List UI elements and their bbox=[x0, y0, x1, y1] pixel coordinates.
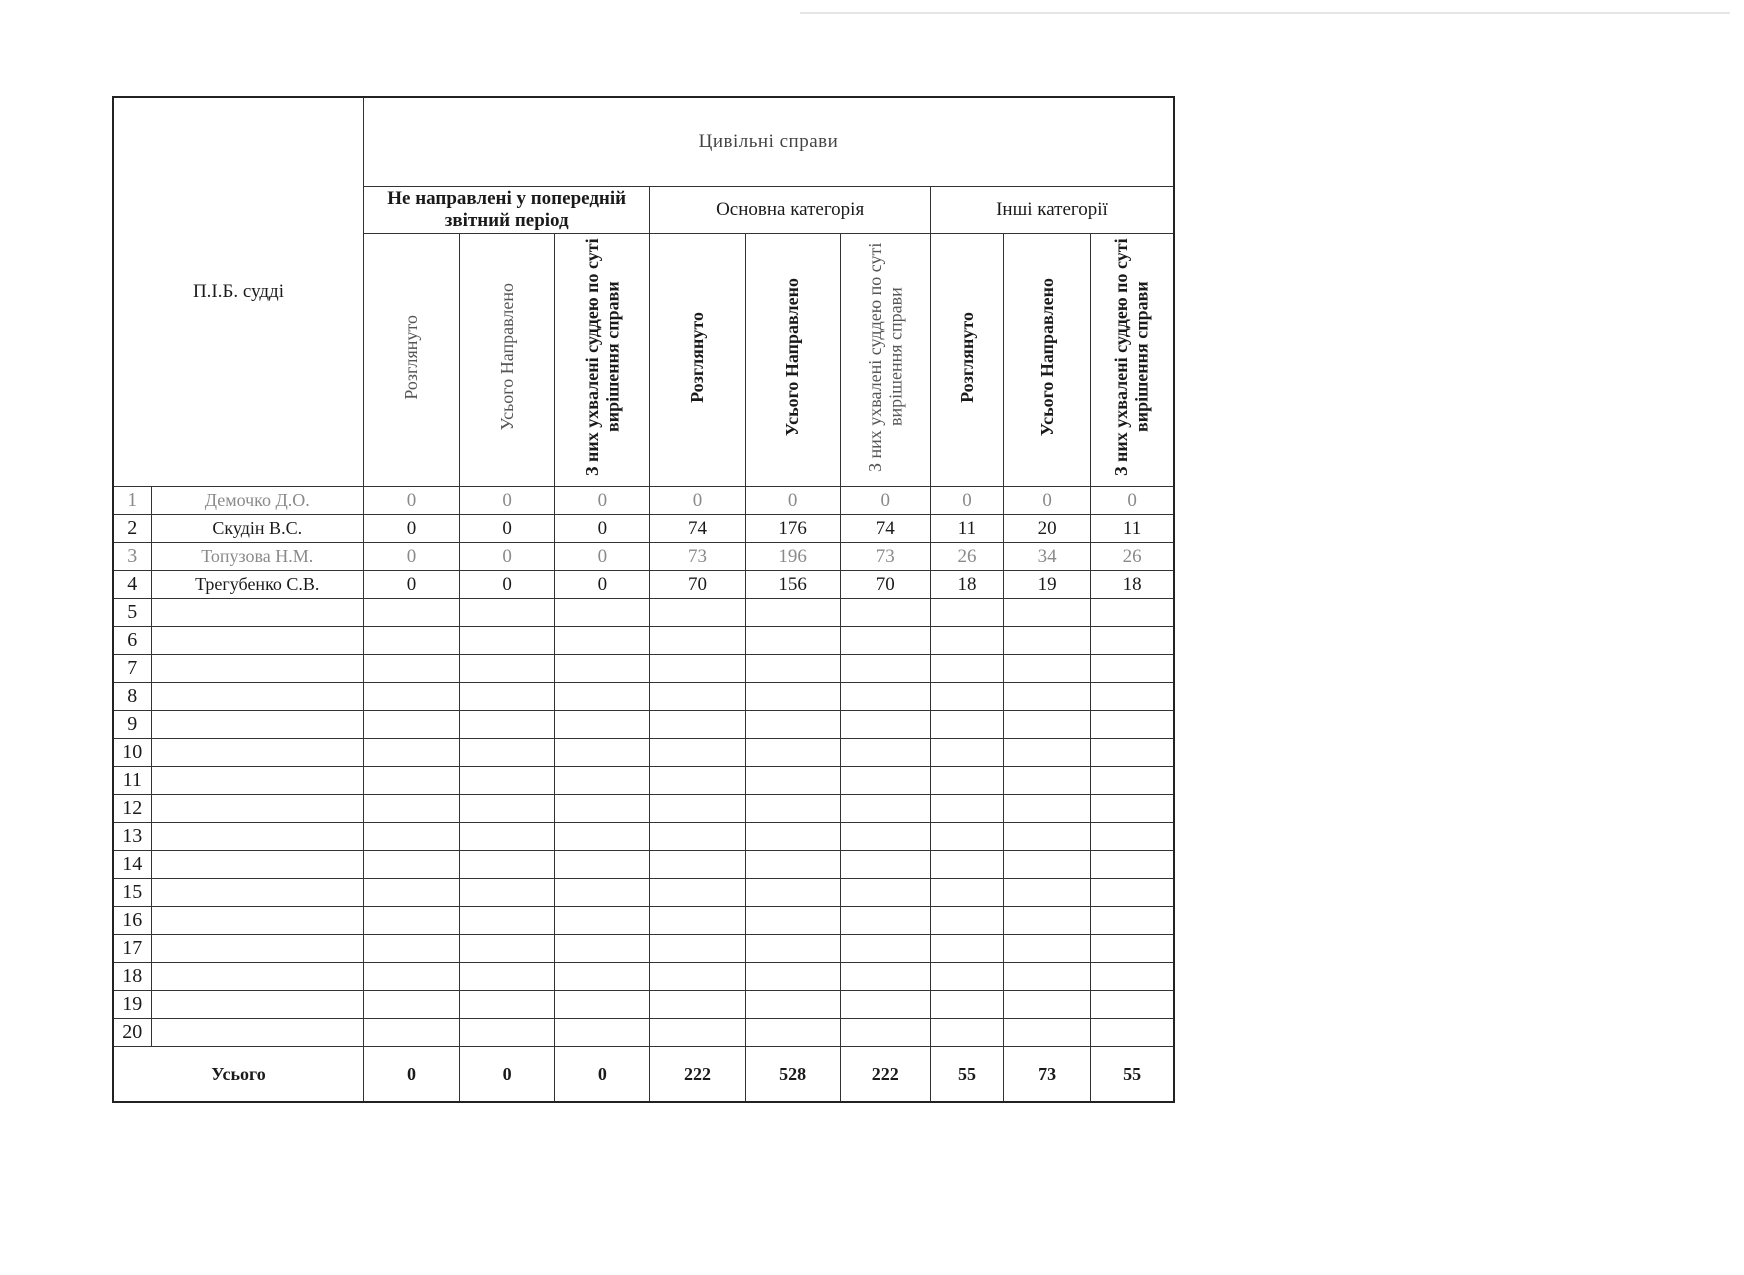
table-row bbox=[113, 795, 1174, 823]
value-cell bbox=[1004, 767, 1091, 795]
value-cell bbox=[1091, 879, 1174, 907]
value-cell bbox=[1004, 963, 1091, 991]
row-number: 11 bbox=[113, 767, 151, 795]
value-cell bbox=[1091, 767, 1174, 795]
subheader-total-sent: Усього Направлено bbox=[1004, 234, 1091, 487]
judge-name-cell bbox=[151, 655, 363, 683]
value-cell bbox=[460, 851, 555, 879]
value-cell: 0 bbox=[460, 571, 555, 599]
value-cell: 0 bbox=[930, 487, 1003, 515]
value-cell: 0 bbox=[460, 543, 555, 571]
subheader-merits-decisions: З них ухвалені суддею по суті вирішення справи bbox=[840, 234, 930, 487]
value-cell: 74 bbox=[840, 515, 930, 543]
value-cell: 73 bbox=[840, 543, 930, 571]
judge-name-cell bbox=[151, 599, 363, 627]
value-cell bbox=[930, 599, 1003, 627]
judge-name-cell bbox=[151, 795, 363, 823]
judge-name-cell bbox=[151, 935, 363, 963]
value-cell bbox=[650, 767, 745, 795]
value-cell bbox=[460, 655, 555, 683]
value-cell bbox=[1091, 991, 1174, 1019]
value-cell bbox=[745, 627, 840, 655]
subheader-total-sent: Усього Направлено bbox=[745, 234, 840, 487]
row-number: 12 bbox=[113, 795, 151, 823]
group-not-sent-header: Не направлені у попередній звітний період bbox=[363, 187, 649, 234]
value-cell bbox=[1004, 879, 1091, 907]
value-cell bbox=[1004, 711, 1091, 739]
value-cell bbox=[930, 879, 1003, 907]
value-cell bbox=[745, 963, 840, 991]
subheader-considered: Розглянуто bbox=[930, 234, 1003, 487]
value-cell bbox=[1004, 683, 1091, 711]
value-cell bbox=[840, 795, 930, 823]
row-number: 15 bbox=[113, 879, 151, 907]
row-number: 1 bbox=[113, 487, 151, 515]
value-cell bbox=[840, 851, 930, 879]
value-cell: 11 bbox=[930, 515, 1003, 543]
value-cell bbox=[745, 879, 840, 907]
table-row bbox=[113, 627, 1174, 655]
value-cell bbox=[555, 879, 650, 907]
civil-cases-table bbox=[112, 96, 1175, 1103]
value-cell bbox=[745, 991, 840, 1019]
judge-name-cell: Скудін В.С. bbox=[151, 515, 363, 543]
value-cell bbox=[460, 683, 555, 711]
value-cell: 70 bbox=[650, 571, 745, 599]
value-cell: 0 bbox=[460, 515, 555, 543]
value-cell bbox=[363, 683, 459, 711]
total-cell: 55 bbox=[930, 1047, 1003, 1103]
value-cell bbox=[363, 879, 459, 907]
value-cell bbox=[1004, 795, 1091, 823]
value-cell bbox=[460, 711, 555, 739]
table-row bbox=[113, 879, 1174, 907]
table-body bbox=[113, 487, 1174, 1047]
value-cell bbox=[555, 739, 650, 767]
value-cell bbox=[650, 963, 745, 991]
value-cell: 73 bbox=[650, 543, 745, 571]
row-number: 19 bbox=[113, 991, 151, 1019]
group-other-categories-header: Інші категорії bbox=[930, 187, 1174, 234]
value-cell bbox=[650, 907, 745, 935]
value-cell bbox=[363, 711, 459, 739]
value-cell: 18 bbox=[930, 571, 1003, 599]
value-cell: 26 bbox=[1091, 543, 1174, 571]
value-cell bbox=[745, 795, 840, 823]
value-cell bbox=[555, 907, 650, 935]
subheader-considered: Розглянуто bbox=[650, 234, 745, 487]
table-row bbox=[113, 851, 1174, 879]
total-cell: 55 bbox=[1091, 1047, 1174, 1103]
judge-name-cell bbox=[151, 627, 363, 655]
value-cell bbox=[840, 627, 930, 655]
value-cell bbox=[840, 879, 930, 907]
value-cell bbox=[840, 935, 930, 963]
value-cell bbox=[1091, 599, 1174, 627]
judge-name-cell bbox=[151, 683, 363, 711]
value-cell bbox=[555, 711, 650, 739]
value-cell bbox=[363, 655, 459, 683]
value-cell bbox=[745, 599, 840, 627]
value-cell bbox=[745, 655, 840, 683]
value-cell: 70 bbox=[840, 571, 930, 599]
value-cell bbox=[840, 991, 930, 1019]
value-cell: 26 bbox=[930, 543, 1003, 571]
total-cell: 73 bbox=[1004, 1047, 1091, 1103]
table-row bbox=[113, 599, 1174, 627]
judge-name-cell bbox=[151, 879, 363, 907]
value-cell bbox=[930, 655, 1003, 683]
value-cell bbox=[745, 907, 840, 935]
row-number: 18 bbox=[113, 963, 151, 991]
value-cell: 74 bbox=[650, 515, 745, 543]
value-cell bbox=[930, 1019, 1003, 1047]
subheader-merits-decisions: З них ухвалені суддею по суті вирішення справи bbox=[555, 234, 650, 487]
value-cell: 0 bbox=[363, 487, 459, 515]
value-cell: 156 bbox=[745, 571, 840, 599]
value-cell bbox=[930, 711, 1003, 739]
value-cell bbox=[840, 767, 930, 795]
judge-name-cell: Трегубенко С.В. bbox=[151, 571, 363, 599]
judge-name-cell bbox=[151, 739, 363, 767]
value-cell: 11 bbox=[1091, 515, 1174, 543]
value-cell bbox=[650, 711, 745, 739]
value-cell bbox=[930, 907, 1003, 935]
table-row bbox=[113, 907, 1174, 935]
total-row bbox=[113, 1047, 1174, 1103]
value-cell: 196 bbox=[745, 543, 840, 571]
table-row bbox=[113, 963, 1174, 991]
value-cell: 0 bbox=[555, 487, 650, 515]
value-cell bbox=[460, 907, 555, 935]
value-cell bbox=[363, 767, 459, 795]
value-cell bbox=[745, 767, 840, 795]
value-cell bbox=[1091, 1019, 1174, 1047]
table-row bbox=[113, 767, 1174, 795]
value-cell bbox=[555, 1019, 650, 1047]
value-cell bbox=[930, 739, 1003, 767]
table-row bbox=[113, 543, 1174, 571]
value-cell bbox=[555, 655, 650, 683]
judge-name-cell bbox=[151, 1019, 363, 1047]
value-cell bbox=[363, 851, 459, 879]
value-cell: 0 bbox=[555, 543, 650, 571]
table-row bbox=[113, 1019, 1174, 1047]
total-cell: 0 bbox=[555, 1047, 650, 1103]
row-number: 8 bbox=[113, 683, 151, 711]
value-cell: 0 bbox=[745, 487, 840, 515]
table-row bbox=[113, 515, 1174, 543]
value-cell bbox=[555, 851, 650, 879]
row-number: 4 bbox=[113, 571, 151, 599]
row-number: 7 bbox=[113, 655, 151, 683]
value-cell bbox=[840, 711, 930, 739]
value-cell bbox=[1091, 823, 1174, 851]
value-cell bbox=[650, 991, 745, 1019]
value-cell: 19 bbox=[1004, 571, 1091, 599]
value-cell bbox=[745, 739, 840, 767]
value-cell bbox=[745, 823, 840, 851]
row-number: 9 bbox=[113, 711, 151, 739]
row-number: 6 bbox=[113, 627, 151, 655]
value-cell bbox=[650, 627, 745, 655]
total-cell: 0 bbox=[460, 1047, 555, 1103]
value-cell bbox=[650, 823, 745, 851]
value-cell bbox=[555, 935, 650, 963]
table-title: Цивільні справи bbox=[363, 97, 1174, 187]
value-cell bbox=[1004, 655, 1091, 683]
table-row bbox=[113, 711, 1174, 739]
value-cell bbox=[650, 739, 745, 767]
value-cell: 0 bbox=[555, 515, 650, 543]
table-row bbox=[113, 991, 1174, 1019]
value-cell bbox=[1091, 935, 1174, 963]
value-cell bbox=[460, 935, 555, 963]
row-number: 10 bbox=[113, 739, 151, 767]
row-number: 20 bbox=[113, 1019, 151, 1047]
value-cell bbox=[363, 907, 459, 935]
table-row bbox=[113, 823, 1174, 851]
value-cell bbox=[555, 767, 650, 795]
judge-name-cell bbox=[151, 767, 363, 795]
value-cell bbox=[930, 963, 1003, 991]
table-row bbox=[113, 487, 1174, 515]
value-cell bbox=[650, 879, 745, 907]
value-cell bbox=[460, 879, 555, 907]
total-cell: 222 bbox=[840, 1047, 930, 1103]
value-cell bbox=[840, 823, 930, 851]
value-cell bbox=[650, 655, 745, 683]
row-number: 14 bbox=[113, 851, 151, 879]
value-cell bbox=[745, 851, 840, 879]
value-cell bbox=[555, 795, 650, 823]
value-cell bbox=[1004, 935, 1091, 963]
value-cell bbox=[1004, 739, 1091, 767]
value-cell bbox=[1091, 851, 1174, 879]
value-cell bbox=[363, 627, 459, 655]
value-cell bbox=[650, 851, 745, 879]
judge-name-header: П.І.Б. судді bbox=[113, 97, 363, 487]
table-row bbox=[113, 739, 1174, 767]
value-cell bbox=[460, 963, 555, 991]
value-cell: 176 bbox=[745, 515, 840, 543]
value-cell bbox=[460, 627, 555, 655]
value-cell bbox=[1091, 963, 1174, 991]
value-cell: 0 bbox=[460, 487, 555, 515]
value-cell: 0 bbox=[555, 571, 650, 599]
value-cell bbox=[460, 767, 555, 795]
value-cell bbox=[363, 963, 459, 991]
value-cell bbox=[650, 683, 745, 711]
value-cell bbox=[363, 1019, 459, 1047]
value-cell bbox=[460, 1019, 555, 1047]
row-number: 16 bbox=[113, 907, 151, 935]
value-cell bbox=[840, 963, 930, 991]
value-cell bbox=[930, 851, 1003, 879]
value-cell bbox=[555, 823, 650, 851]
value-cell bbox=[363, 991, 459, 1019]
value-cell bbox=[1091, 627, 1174, 655]
total-label: Усього bbox=[113, 1047, 363, 1103]
value-cell bbox=[460, 991, 555, 1019]
value-cell bbox=[460, 739, 555, 767]
value-cell bbox=[840, 739, 930, 767]
value-cell: 0 bbox=[363, 515, 459, 543]
table-row bbox=[113, 935, 1174, 963]
value-cell bbox=[1091, 739, 1174, 767]
value-cell bbox=[745, 683, 840, 711]
subheader-merits-decisions: З них ухвалені суддею по суті вирішення справи bbox=[1091, 234, 1174, 487]
value-cell bbox=[930, 795, 1003, 823]
value-cell bbox=[930, 823, 1003, 851]
value-cell bbox=[555, 599, 650, 627]
scan-edge-line bbox=[800, 12, 1730, 14]
value-cell bbox=[930, 991, 1003, 1019]
value-cell bbox=[745, 935, 840, 963]
subheader-considered: Розглянуто bbox=[363, 234, 459, 487]
value-cell bbox=[745, 1019, 840, 1047]
value-cell bbox=[1004, 627, 1091, 655]
judge-name-cell bbox=[151, 823, 363, 851]
value-cell bbox=[745, 711, 840, 739]
row-number: 5 bbox=[113, 599, 151, 627]
group-main-category-header: Основна категорія bbox=[650, 187, 930, 234]
total-cell: 528 bbox=[745, 1047, 840, 1103]
value-cell bbox=[363, 739, 459, 767]
value-cell bbox=[555, 627, 650, 655]
judge-name-cell: Топузова Н.М. bbox=[151, 543, 363, 571]
value-cell bbox=[460, 823, 555, 851]
value-cell bbox=[840, 655, 930, 683]
value-cell bbox=[555, 963, 650, 991]
value-cell bbox=[555, 683, 650, 711]
value-cell bbox=[1004, 1019, 1091, 1047]
value-cell: 34 bbox=[1004, 543, 1091, 571]
value-cell bbox=[840, 683, 930, 711]
value-cell: 0 bbox=[1091, 487, 1174, 515]
row-number: 3 bbox=[113, 543, 151, 571]
value-cell bbox=[363, 823, 459, 851]
value-cell bbox=[1004, 599, 1091, 627]
value-cell bbox=[363, 795, 459, 823]
value-cell bbox=[840, 1019, 930, 1047]
value-cell bbox=[930, 683, 1003, 711]
value-cell: 20 bbox=[1004, 515, 1091, 543]
total-cell: 222 bbox=[650, 1047, 745, 1103]
value-cell bbox=[460, 599, 555, 627]
value-cell bbox=[650, 599, 745, 627]
row-number: 17 bbox=[113, 935, 151, 963]
value-cell bbox=[363, 935, 459, 963]
value-cell bbox=[1091, 795, 1174, 823]
value-cell bbox=[1091, 655, 1174, 683]
value-cell: 0 bbox=[1004, 487, 1091, 515]
value-cell bbox=[650, 935, 745, 963]
value-cell bbox=[460, 795, 555, 823]
judge-name-cell bbox=[151, 907, 363, 935]
value-cell bbox=[363, 599, 459, 627]
value-cell: 0 bbox=[650, 487, 745, 515]
value-cell bbox=[1004, 851, 1091, 879]
value-cell bbox=[930, 767, 1003, 795]
table-row bbox=[113, 683, 1174, 711]
value-cell bbox=[1004, 907, 1091, 935]
row-number: 2 bbox=[113, 515, 151, 543]
value-cell: 0 bbox=[363, 571, 459, 599]
value-cell bbox=[1091, 683, 1174, 711]
value-cell: 0 bbox=[840, 487, 930, 515]
value-cell bbox=[650, 795, 745, 823]
value-cell bbox=[930, 935, 1003, 963]
row-number: 13 bbox=[113, 823, 151, 851]
judge-name-cell bbox=[151, 851, 363, 879]
value-cell bbox=[1091, 907, 1174, 935]
value-cell bbox=[840, 907, 930, 935]
table-row bbox=[113, 571, 1174, 599]
value-cell: 18 bbox=[1091, 571, 1174, 599]
value-cell bbox=[1004, 823, 1091, 851]
total-cell: 0 bbox=[363, 1047, 459, 1103]
table-row bbox=[113, 655, 1174, 683]
value-cell bbox=[1091, 711, 1174, 739]
value-cell bbox=[840, 599, 930, 627]
value-cell bbox=[650, 1019, 745, 1047]
value-cell bbox=[555, 991, 650, 1019]
judge-name-cell: Демочко Д.О. bbox=[151, 487, 363, 515]
judge-name-cell bbox=[151, 963, 363, 991]
value-cell bbox=[1004, 991, 1091, 1019]
judge-name-cell bbox=[151, 711, 363, 739]
value-cell: 0 bbox=[363, 543, 459, 571]
judge-name-cell bbox=[151, 991, 363, 1019]
value-cell bbox=[930, 627, 1003, 655]
subheader-total-sent: Усього Направлено bbox=[460, 234, 555, 487]
